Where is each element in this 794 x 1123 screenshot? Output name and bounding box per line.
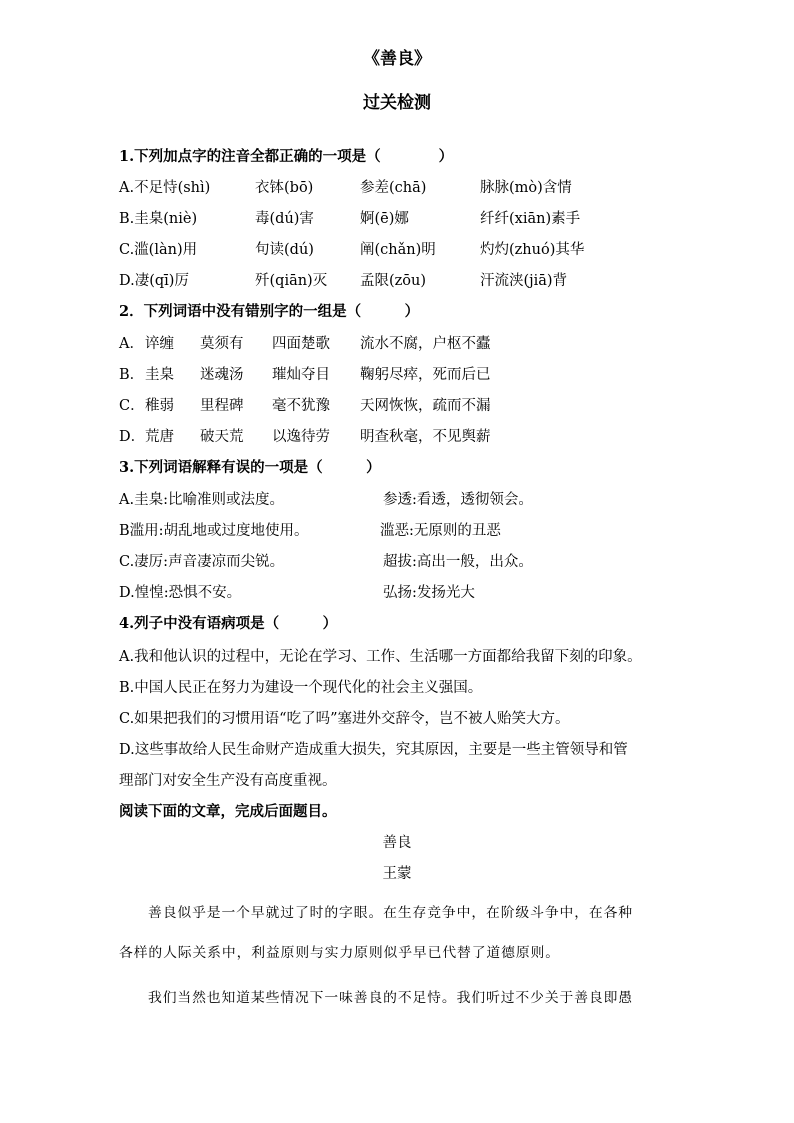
q3-option-b-1: B滥用:胡乱地或过度地使用。 (119, 523, 309, 539)
passage-line-3: 我们当然也知道某些情况下一味善良的不足恃。我们听过不少关于善良即愚 (148, 990, 633, 1006)
q1-option-a-2: 衣钵(bō) (255, 180, 314, 196)
q1-option-d-3: 孟限(zōu) (360, 273, 427, 289)
q2-option-b-3: 璀灿夺目 (272, 367, 330, 383)
q1-option-b-3: 婀(ē)娜 (360, 211, 409, 227)
passage-line-2: 各样的人际关系中，利益原则与实力原则似乎早已代替了道德原则。 (119, 945, 560, 961)
q4-option-d-continued: 理部门对安全生产没有高度重视。 (119, 773, 337, 789)
q1-option-d-2: 歼(qiān)灭 (255, 273, 328, 289)
q1-option-c-3: 阐(chǎn)明 (360, 242, 436, 258)
q2-option-a-1: 谇缠 (145, 336, 174, 352)
q3-option-a-2: 参透:看透，透彻领会。 (383, 492, 533, 508)
q2-option-b-letter: B． (119, 367, 145, 383)
q1-option-b-2: 毒(dú)害 (255, 211, 314, 227)
q2-option-b-4: 鞠躬尽瘁，死而后已 (360, 367, 491, 383)
q2-option-c-letter: C． (119, 398, 145, 414)
q2-option-a-3: 四面楚歌 (272, 336, 330, 352)
q1-option-c-1: C.滥(làn)用 (119, 242, 198, 258)
q4-option-d: D.这些事故给人民生命财产造成重大损失，究其原因，主要是一些主管领导和管 (119, 742, 628, 758)
q1-option-a-4: 脉脉(mò)含情 (480, 180, 572, 196)
q1-option-a-1: A.不足恃(shì) (119, 180, 211, 196)
q2-option-c-1: 稚弱 (145, 398, 174, 414)
q2-option-d-letter: D． (119, 429, 146, 445)
q2-option-c-4: 天网恢恢，疏而不漏 (360, 398, 491, 414)
q2-option-a-4: 流水不腐，户枢不蠹 (360, 336, 491, 352)
passage-title: 善良 (382, 835, 412, 851)
question-1-stem: 1.下列加点字的注音全都正确的一项是（ ） (119, 148, 454, 165)
section-title: 过关检测 (363, 93, 431, 113)
q3-option-d-1: D.惶惶:恐惧不安。 (119, 585, 242, 601)
q2-option-d-2: 破天荒 (200, 429, 244, 445)
q3-option-a-1: A.圭臬:比喻准则或法度。 (119, 492, 284, 508)
q2-option-a-letter: A． (119, 336, 144, 352)
q1-option-d-1: D.凄(qī)厉 (119, 273, 189, 289)
q1-option-c-2: 句读(dú) (255, 242, 314, 258)
q2-option-d-3: 以逸待劳 (272, 429, 330, 445)
q1-option-d-4: 汗流浃(jiā)背 (480, 273, 568, 289)
q1-option-b-4: 纤纤(xiān)素手 (480, 211, 581, 227)
q1-option-c-4: 灼灼(zhuó)其华 (480, 242, 585, 258)
q2-option-b-1: 圭臬 (145, 367, 174, 383)
passage-line-1: 善良似乎是一个早就过了时的字眼。在生存竞争中，在阶级斗争中，在各种 (148, 905, 633, 921)
q2-option-d-1: 荒唐 (145, 429, 174, 445)
q2-option-b-2: 迷魂汤 (200, 367, 244, 383)
q2-option-c-2: 里程碑 (200, 398, 244, 414)
q2-option-d-4: 明查秋毫，不见舆薪 (360, 429, 491, 445)
q1-option-b-1: B.圭臬(niè) (119, 211, 198, 227)
question-3-stem: 3.下列词语解释有误的一项是（ ） (119, 459, 381, 476)
question-4-stem: 4.列子中没有语病项是（ ） (119, 615, 338, 632)
q3-option-c-1: C.凄厉:声音凄凉而尖锐。 (119, 554, 285, 570)
passage-author: 王蒙 (382, 866, 412, 882)
q1-option-a-3: 参差(chā) (360, 180, 427, 196)
q3-option-b-2: 滥恶:无原则的丑恶 (380, 523, 501, 539)
q2-option-c-3: 毫不犹豫 (272, 398, 330, 414)
reading-instruction: 阅读下面的文章，完成后面题目。 (119, 803, 337, 820)
q2-option-a-2: 莫须有 (200, 336, 244, 352)
q4-option-b: B.中国人民正在努力为建设一个现代化的社会主义强国。 (119, 680, 483, 696)
q3-option-d-2: 弘扬:发扬光大 (383, 585, 475, 601)
question-2-stem: 2．下列词语中没有错别字的一组是（ ） (119, 303, 420, 320)
q3-option-c-2: 超拔:高出一般，出众。 (383, 554, 533, 570)
q4-option-c: C.如果把我们的习惯用语“吃了吗”塞进外交辞令，岂不被人贻笑大方。 (119, 711, 570, 727)
q4-option-a: A.我和他认识的过程中，无论在学习、工作、生活哪一方面都给我留下刻的印象。 (119, 649, 642, 665)
book-title: 《善良》 (363, 49, 431, 69)
